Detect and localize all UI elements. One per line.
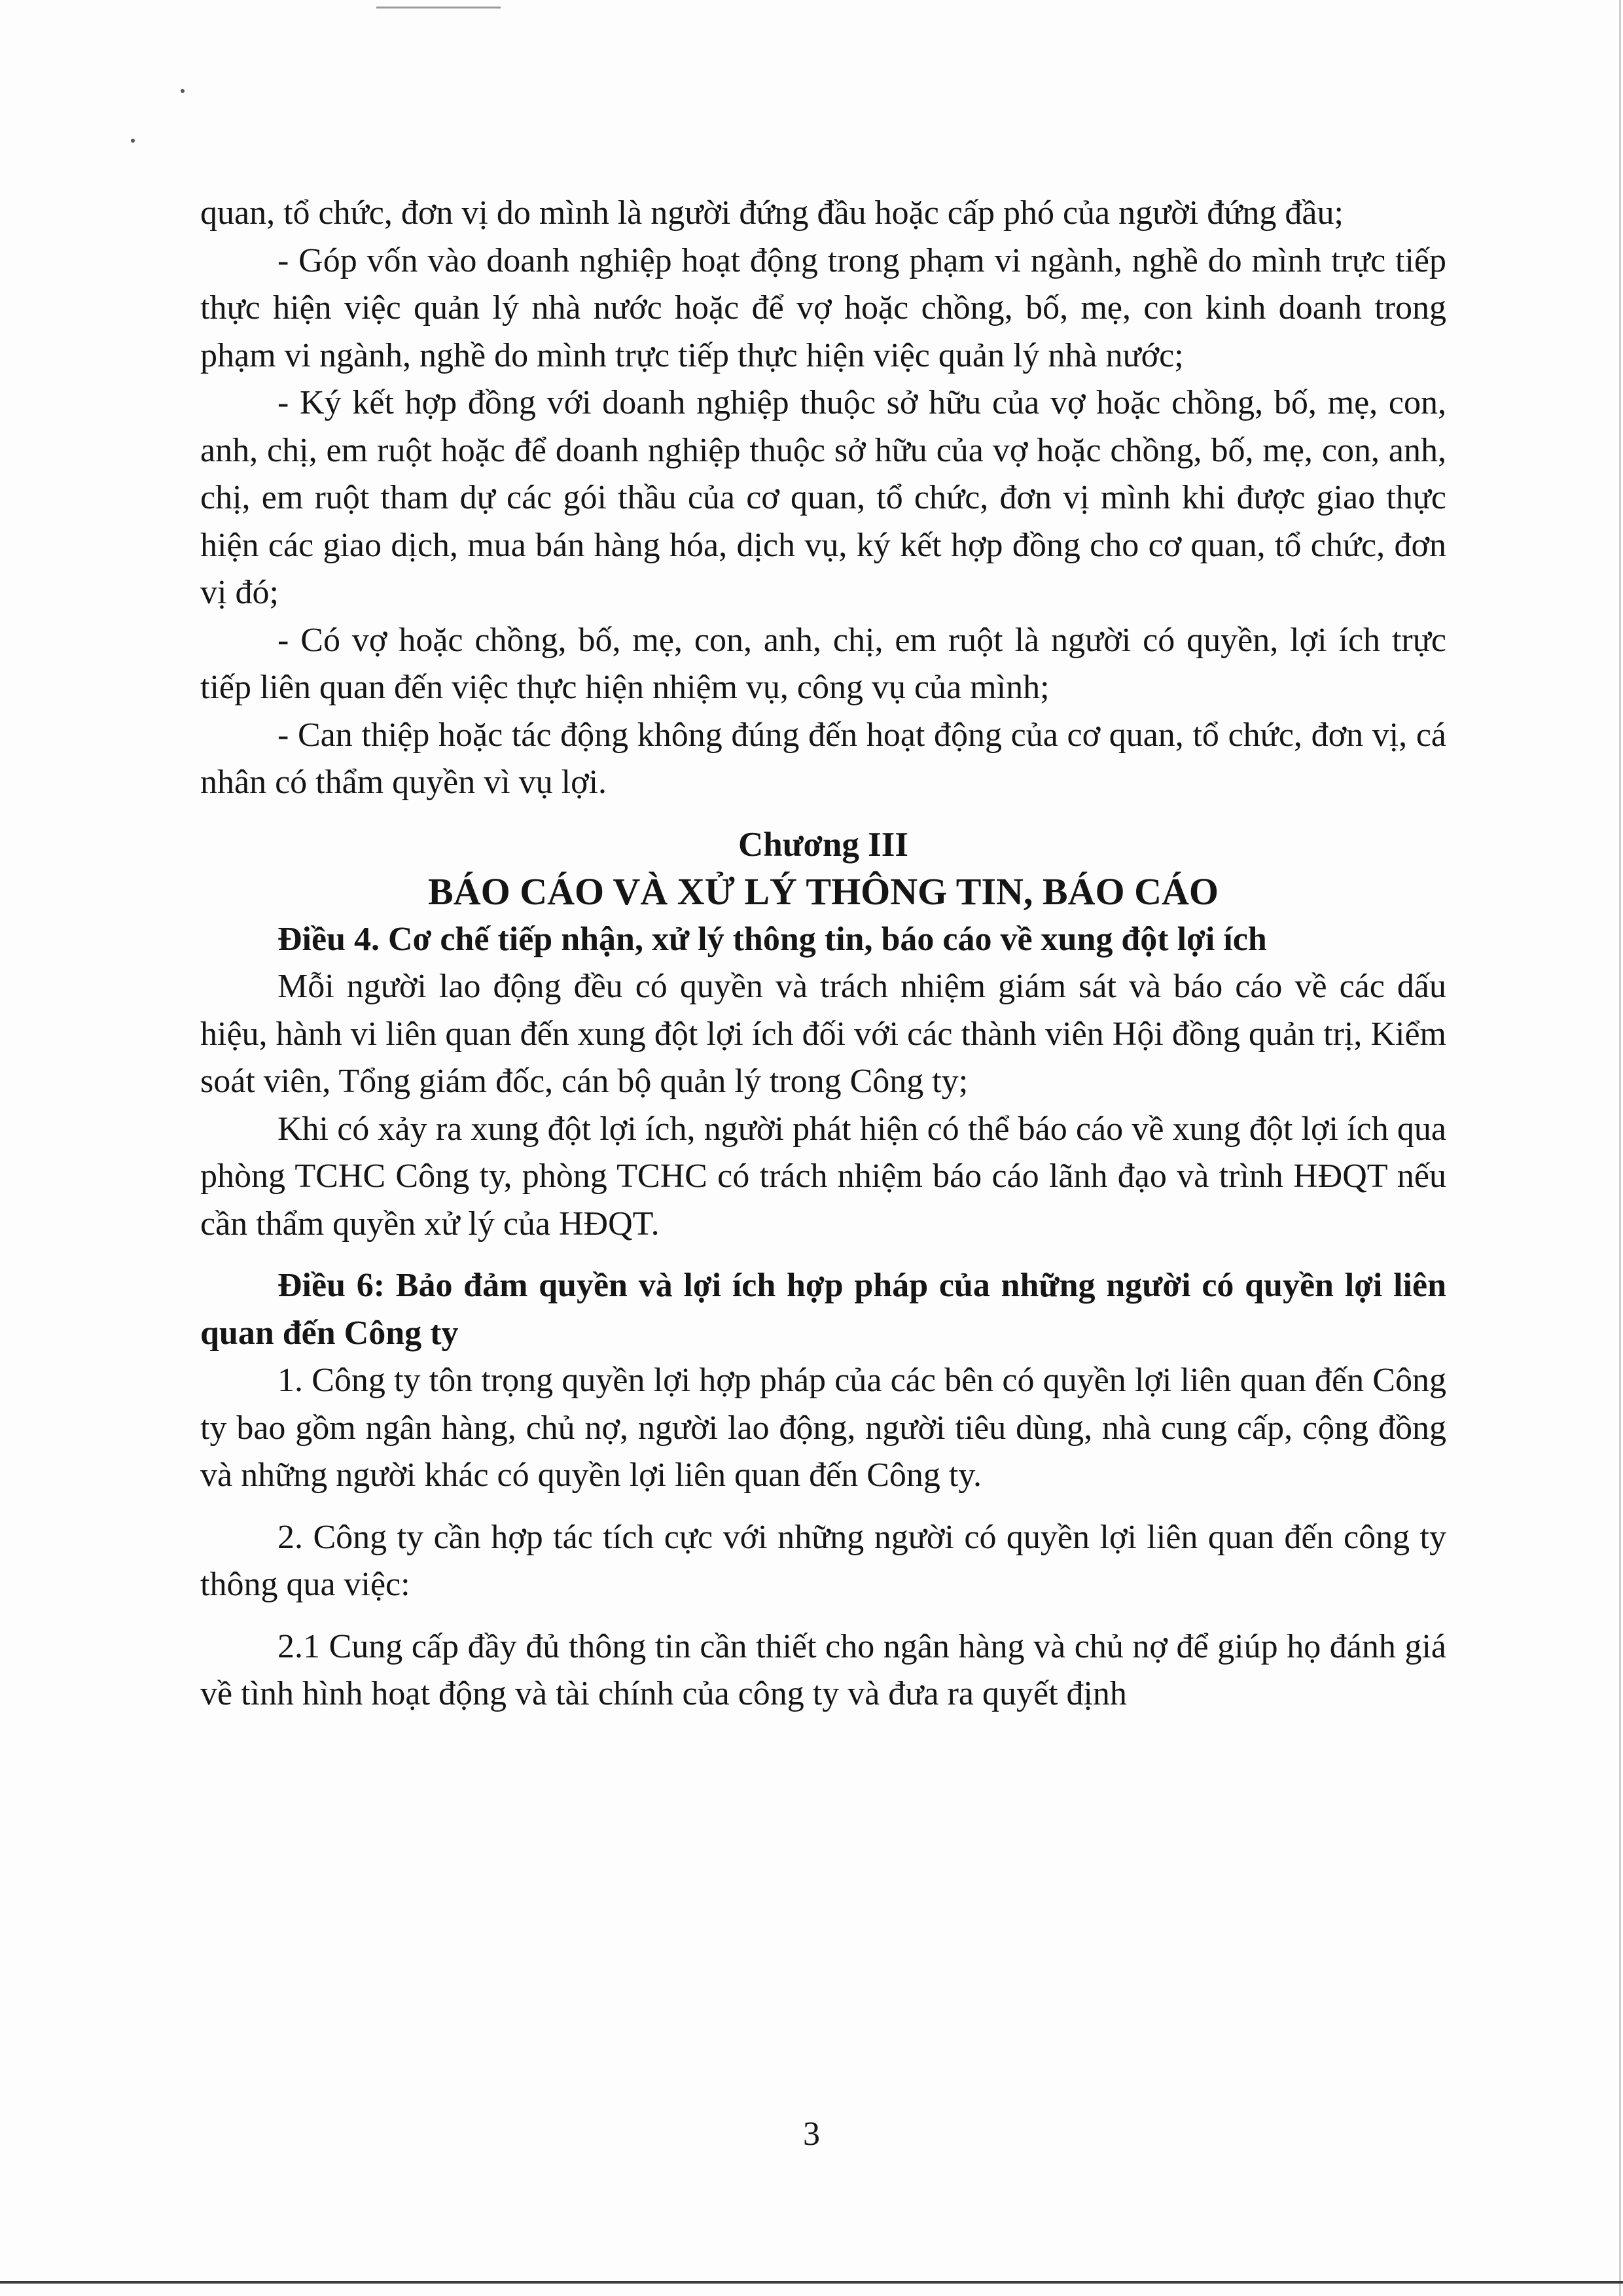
scan-artifact-top xyxy=(376,7,501,9)
paragraph: - Có vợ hoặc chồng, bố, mẹ, con, anh, chị, em ruột là người có quyền, lợi ích trực tiếp liên quan đến việc thực hiện nhiệm vụ, công vụ của mình; xyxy=(200,621,1446,706)
paragraph: - Ký kết hợp đồng với doanh nghiệp thuộc sở hữu của vợ hoặc chồng, bố, mẹ, con, anh, chị, em ruột hoặc để doanh nghiệp thuộc sở hữu của vợ hoặc chồng, bố, mẹ, con, anh, chị, em ruột tham dự các gói thầu của cơ quan, tổ chức, đơn vị mình khi được giao thực hiện các giao dịch, mua bán hàng hóa, dịch vụ, ký kết hợp đồng cho cơ quan, tổ chức, đơn vị đó; xyxy=(200,384,1446,611)
scan-artifact-edge xyxy=(1619,0,1621,2296)
scan-artifact-bottom-line xyxy=(0,2281,1623,2284)
chapter-title: BÁO CÁO VÀ XỬ LÝ THÔNG TIN, BÁO CÁO xyxy=(428,870,1219,913)
paragraph: 2. Công ty cần hợp tác tích cực với những người có quyền lợi liên quan đến công ty thông qua việc: xyxy=(200,1518,1446,1603)
scan-artifact-dot xyxy=(181,89,185,93)
chapter-label: Chương III xyxy=(738,825,908,864)
paragraph: quan, tổ chức, đơn vị do mình là người đứng đầu hoặc cấp phó của người đứng đầu; xyxy=(200,194,1344,232)
document-body xyxy=(200,190,1446,1718)
article-4-heading: Điều 4. Cơ chế tiếp nhận, xử lý thông tin, báo cáo về xung đột lợi ích xyxy=(277,920,1267,958)
paragraph: Khi có xảy ra xung đột lợi ích, người phát hiện có thể báo cáo về xung đột lợi ích qua phòng TCHC Công ty, phòng TCHC có trách nhiệm báo cáo lãnh đạo và trình HĐQT nếu cần thẩm quyền xử lý của HĐQT. xyxy=(200,1110,1446,1243)
page-number: 3 xyxy=(803,2115,820,2153)
paragraph: - Can thiệp hoặc tác động không đúng đến hoạt động của cơ quan, tổ chức, đơn vị, cá nhân có thẩm quyền vì vụ lợi. xyxy=(200,716,1446,801)
scan-artifact-dot xyxy=(131,139,135,143)
paragraph: 2.1 Cung cấp đầy đủ thông tin cần thiết cho ngân hàng và chủ nợ để giúp họ đánh giá về tình hình hoạt động và tài chính của công ty và đưa ra quyết định xyxy=(200,1627,1446,1712)
paragraph: Mỗi người lao động đều có quyền và trách nhiệm giám sát và báo cáo về các dấu hiệu, hành vi liên quan đến xung đột lợi ích đối với các thành viên Hội đồng quản trị, Kiểm soát viên, Tổng giám đốc, cán bộ quản lý trong Công ty; xyxy=(200,968,1446,1100)
paragraph: - Góp vốn vào doanh nghiệp hoạt động trong phạm vi ngành, nghề do mình trực tiếp thực hiện việc quản lý nhà nước hoặc để vợ hoặc chồng, bố, mẹ, con kinh doanh trong phạm vi ngành, nghề do mình trực tiếp thực hiện việc quản lý nhà nước; xyxy=(200,241,1446,374)
article-6-heading: Điều 6: Bảo đảm quyền và lợi ích hợp pháp của những người có quyền lợi liên quan đến Công ty xyxy=(200,1267,1446,1352)
paragraph: 1. Công ty tôn trọng quyền lợi hợp pháp của các bên có quyền lợi liên quan đến Công ty bao gồm ngân hàng, chủ nợ, người lao động, người tiêu dùng, nhà cung cấp, cộng đồng và những người khác có quyền lợi liên quan đến Công ty. xyxy=(200,1362,1446,1494)
